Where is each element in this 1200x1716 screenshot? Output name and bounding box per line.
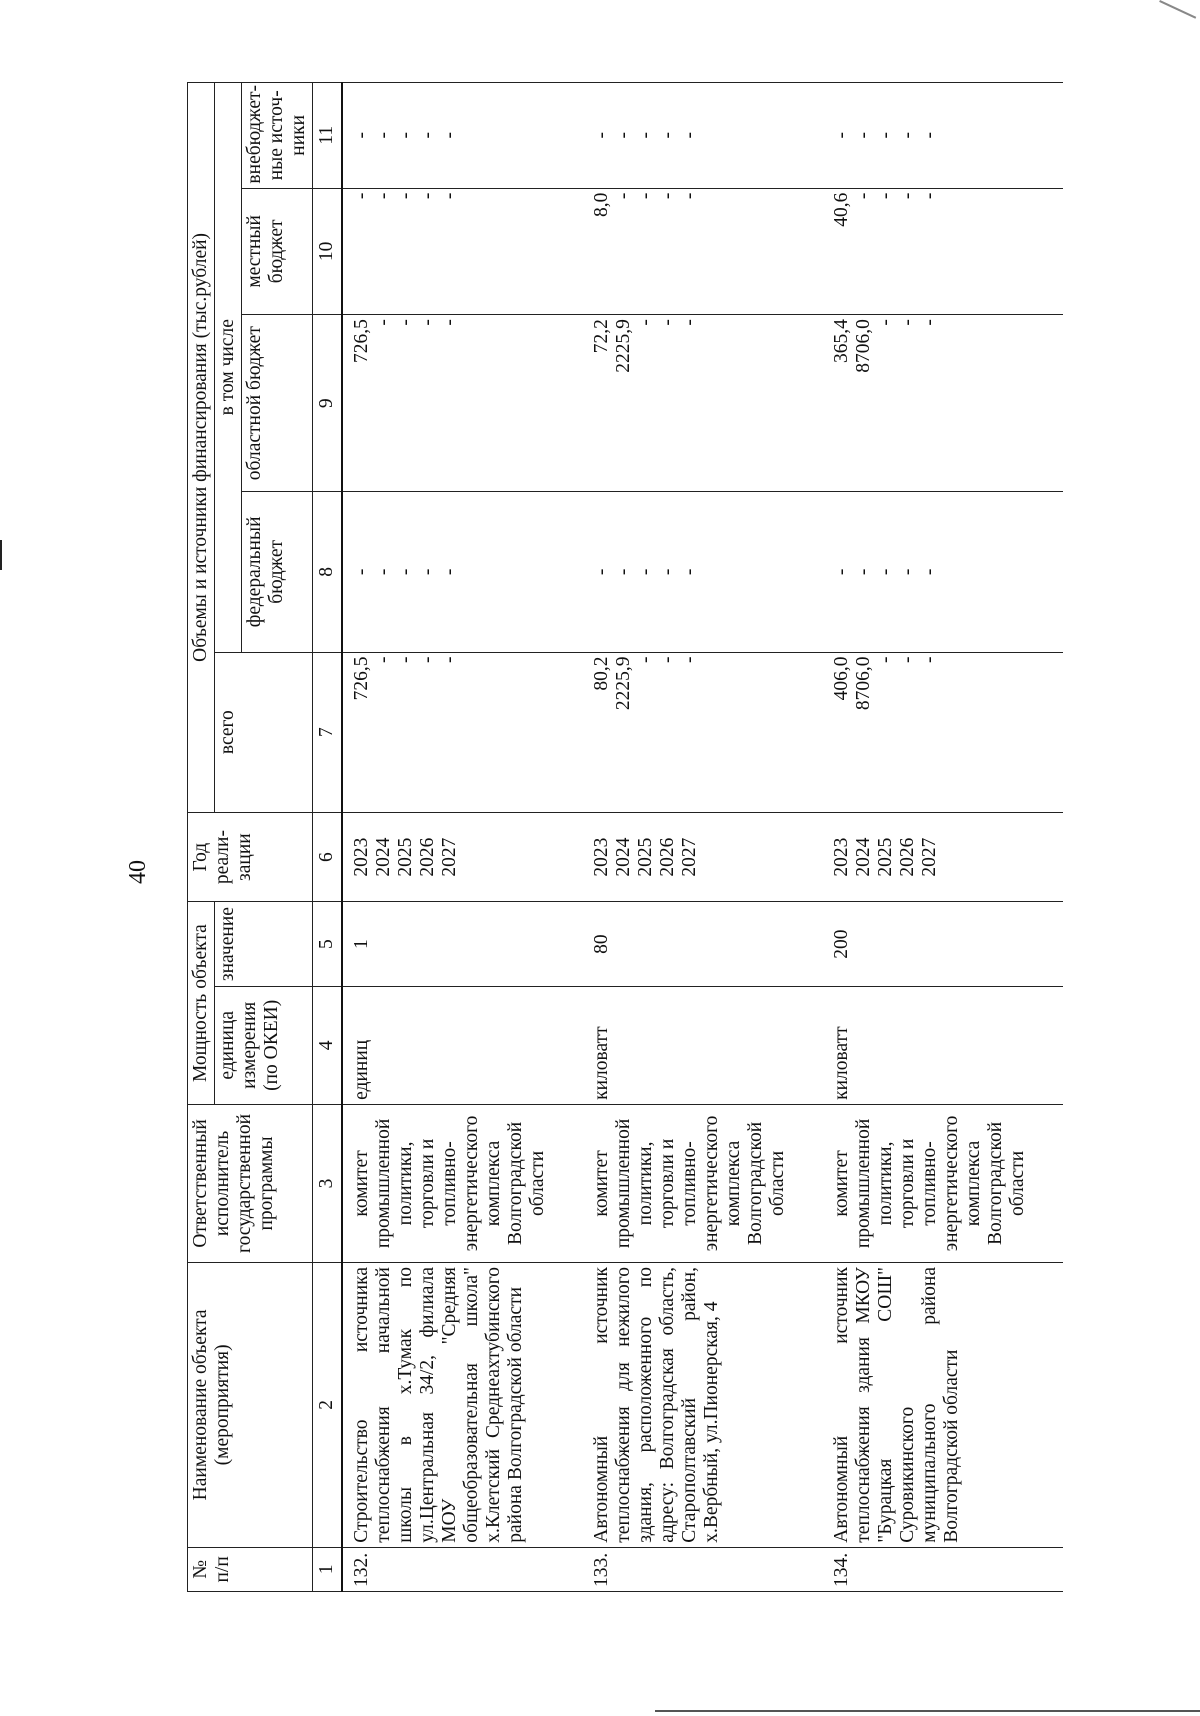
regional-cell <box>823 315 1063 492</box>
capacity-unit: киловатт <box>823 986 1063 1104</box>
cell-value: 2025 <box>635 837 656 877</box>
cell-value: - <box>351 192 372 200</box>
header-local: местный бюджет <box>242 188 313 315</box>
cell-value: - <box>919 132 940 139</box>
cell-value: 406,0 <box>831 656 852 701</box>
cell-value: - <box>875 192 896 200</box>
cell-value: - <box>919 319 940 326</box>
cell-value: 40,6 <box>831 192 852 227</box>
cell-value: - <box>853 132 874 139</box>
table-row <box>583 83 823 1592</box>
cell-value: - <box>897 568 918 576</box>
colnum: 4 <box>313 986 343 1104</box>
colnum: 8 <box>313 492 343 652</box>
cell-value: 8706,0 <box>853 319 874 373</box>
cell-value: - <box>919 656 940 664</box>
cell-value: - <box>373 568 394 576</box>
colnum: 9 <box>313 315 343 492</box>
cell-value: - <box>875 568 896 576</box>
extra-cell <box>583 83 823 189</box>
cell-value: - <box>635 319 656 326</box>
cell-value: 72,2 <box>591 319 612 354</box>
header-responsible: Ответственный исполнитель государственной программы <box>188 1104 313 1262</box>
capacity-value: 200 <box>823 902 1063 986</box>
scan-edge-mark-bottom <box>655 1710 1200 1712</box>
cell-value: - <box>439 192 460 200</box>
header-federal: федеральный бюджет <box>242 492 313 652</box>
object-name: Автономный источник теплоснабжения для нежилого здания, расположенного по адресу: Волгоградская область, Старополтавский район, х.Вербный, ул.Пионерская, 4 <box>583 1263 823 1548</box>
cell-value: 2026 <box>417 837 438 877</box>
cell-value: - <box>351 568 372 576</box>
cell-value: - <box>591 132 612 139</box>
cell-value: 2023 <box>831 837 852 877</box>
cell-value: - <box>679 192 700 200</box>
colnum: 3 <box>313 1104 343 1262</box>
federal-cell <box>342 492 583 652</box>
total-cell <box>823 652 1063 812</box>
cell-value: - <box>679 568 700 576</box>
cell-value: 8706,0 <box>853 656 874 711</box>
cell-value: - <box>613 568 634 576</box>
scan-edge-mark-corner <box>1159 0 1196 19</box>
capacity-unit: киловатт <box>583 986 823 1104</box>
cell-value: - <box>439 132 460 139</box>
cell-value: - <box>679 132 700 139</box>
federal-cell <box>823 492 1063 652</box>
cell-value: - <box>679 656 700 664</box>
cell-value: - <box>679 319 700 326</box>
row-number: 133. <box>583 1547 823 1591</box>
cell-value: - <box>439 656 460 664</box>
cell-value: - <box>417 192 438 200</box>
header-no: № п/п <box>188 1547 313 1591</box>
year-cell <box>342 812 583 902</box>
cell-value: - <box>853 192 874 200</box>
header-incl: в том числе <box>215 83 242 653</box>
cell-value: 8,0 <box>591 192 612 217</box>
capacity-value: 80 <box>583 902 823 986</box>
cell-value: - <box>417 319 438 326</box>
cell-value: - <box>897 192 918 200</box>
cell-value: - <box>395 132 416 139</box>
cell-value: - <box>395 656 416 664</box>
cell-value: - <box>439 319 460 326</box>
cell-value: - <box>635 132 656 139</box>
cell-value: 2024 <box>613 837 634 877</box>
regional-cell <box>583 315 823 492</box>
cell-value: 2027 <box>439 837 460 877</box>
cell-value: 2225,9 <box>613 319 634 373</box>
cell-value: - <box>635 656 656 664</box>
cell-value: - <box>439 568 460 576</box>
colnum: 7 <box>313 652 343 812</box>
cell-value: - <box>417 568 438 576</box>
scan-edge-mark-left <box>0 540 2 570</box>
total-cell <box>342 652 583 812</box>
cell-value: - <box>853 568 874 576</box>
cell-value: - <box>373 319 394 326</box>
cell-value: 2027 <box>919 837 940 877</box>
cell-value: - <box>919 568 940 576</box>
cell-value: - <box>613 132 634 139</box>
cell-value: 365,4 <box>831 319 852 363</box>
cell-value: - <box>373 132 394 139</box>
header-total: всего <box>215 652 313 812</box>
cell-value: - <box>831 568 852 576</box>
cell-value: - <box>657 656 678 664</box>
capacity-value: 1 <box>342 902 583 986</box>
year-cell <box>823 812 1063 902</box>
header-value: значение <box>215 902 313 986</box>
capacity-unit: единиц <box>342 986 583 1104</box>
cell-value: - <box>657 132 678 139</box>
cell-value: - <box>657 192 678 200</box>
colnum: 2 <box>313 1263 343 1548</box>
cell-value: - <box>831 132 852 139</box>
cell-value: 726,5 <box>351 319 372 363</box>
rotated-page <box>25 72 1125 1672</box>
cell-value: - <box>395 192 416 200</box>
colnum: 1 <box>313 1547 343 1591</box>
financing-table <box>187 82 1063 1592</box>
cell-value: - <box>657 568 678 576</box>
cell-value: - <box>897 319 918 326</box>
responsible-executor: комитет промышленной политики, торговли и топливно-энергетического комплекса Волгоградской области <box>583 1104 823 1262</box>
extra-cell <box>342 83 583 189</box>
header-regional: областной бюджет <box>242 315 313 492</box>
table-row <box>342 83 583 1592</box>
cell-value: - <box>373 192 394 200</box>
row-number: 132. <box>342 1547 583 1591</box>
cell-value: - <box>613 192 634 200</box>
extra-cell <box>823 83 1063 189</box>
header-year: Год реали-зации <box>188 812 313 902</box>
header-capacity: Мощность объекта <box>188 902 215 1104</box>
cell-value: 2023 <box>591 837 612 877</box>
local-cell <box>342 188 583 315</box>
cell-value: - <box>875 656 896 664</box>
table-row <box>823 83 1063 1592</box>
cell-value: - <box>395 568 416 576</box>
header-name: Наименование объекта (мероприятия) <box>188 1263 313 1548</box>
cell-value: 2026 <box>897 837 918 877</box>
regional-cell <box>342 315 583 492</box>
cell-value: - <box>897 132 918 139</box>
cell-value: 80,2 <box>591 656 612 691</box>
total-cell <box>583 652 823 812</box>
column-number-row <box>313 83 343 1592</box>
cell-value: 2025 <box>875 837 896 877</box>
cell-value: - <box>635 192 656 200</box>
row-number: 134. <box>823 1547 1063 1591</box>
cell-value: 726,5 <box>351 656 372 701</box>
colnum: 6 <box>313 812 343 902</box>
cell-value: 2225,9 <box>613 656 634 711</box>
cell-value: - <box>351 132 372 139</box>
cell-value: - <box>875 319 896 326</box>
cell-value: - <box>417 132 438 139</box>
federal-cell <box>583 492 823 652</box>
colnum: 10 <box>313 188 343 315</box>
year-cell <box>583 812 823 902</box>
cell-value: - <box>417 656 438 664</box>
cell-value: 2026 <box>657 837 678 877</box>
cell-value: 2024 <box>373 837 394 877</box>
local-cell <box>583 188 823 315</box>
cell-value: 2024 <box>853 837 874 877</box>
cell-value: - <box>657 319 678 326</box>
cell-value: - <box>395 319 416 326</box>
header-extra: внебюджет-ные источ-ники <box>242 83 313 189</box>
local-cell <box>823 188 1063 315</box>
object-name: Строительство источника теплоснабжения начальной школы в х.Тумак по ул.Центральная 34/2, филиала МОУ "Средняя общеобразовательная школа" х.Клетский Среднеахтубинского района Волгоградской области <box>342 1263 583 1548</box>
cell-value: 2027 <box>679 837 700 877</box>
object-name: Автономный источник теплоснабжения здания МКОУ "Бурацкая СОШ" Суровикинского муниципального района Волгоградской области <box>823 1263 1063 1548</box>
header-unit: единица измерения (по ОКЕИ) <box>215 986 313 1104</box>
page-number: 40 <box>125 860 151 884</box>
cell-value: 2025 <box>395 837 416 877</box>
colnum: 5 <box>313 902 343 986</box>
colnum: 11 <box>313 83 343 189</box>
responsible-executor: комитет промышленной политики, торговли и топливно-энергетического комплекса Волгоградской области <box>342 1104 583 1262</box>
cell-value: - <box>875 132 896 139</box>
cell-value: - <box>635 568 656 576</box>
cell-value: 2023 <box>351 837 372 877</box>
header-funding: Объемы и источники финансирования (тыс.рублей) <box>188 83 215 813</box>
cell-value: - <box>373 656 394 664</box>
cell-value: - <box>919 192 940 200</box>
responsible-executor: комитет промышленной политики, торговли и топливно-энергетического комплекса Волгоградской области <box>823 1104 1063 1262</box>
cell-value: - <box>591 568 612 576</box>
cell-value: - <box>897 656 918 664</box>
